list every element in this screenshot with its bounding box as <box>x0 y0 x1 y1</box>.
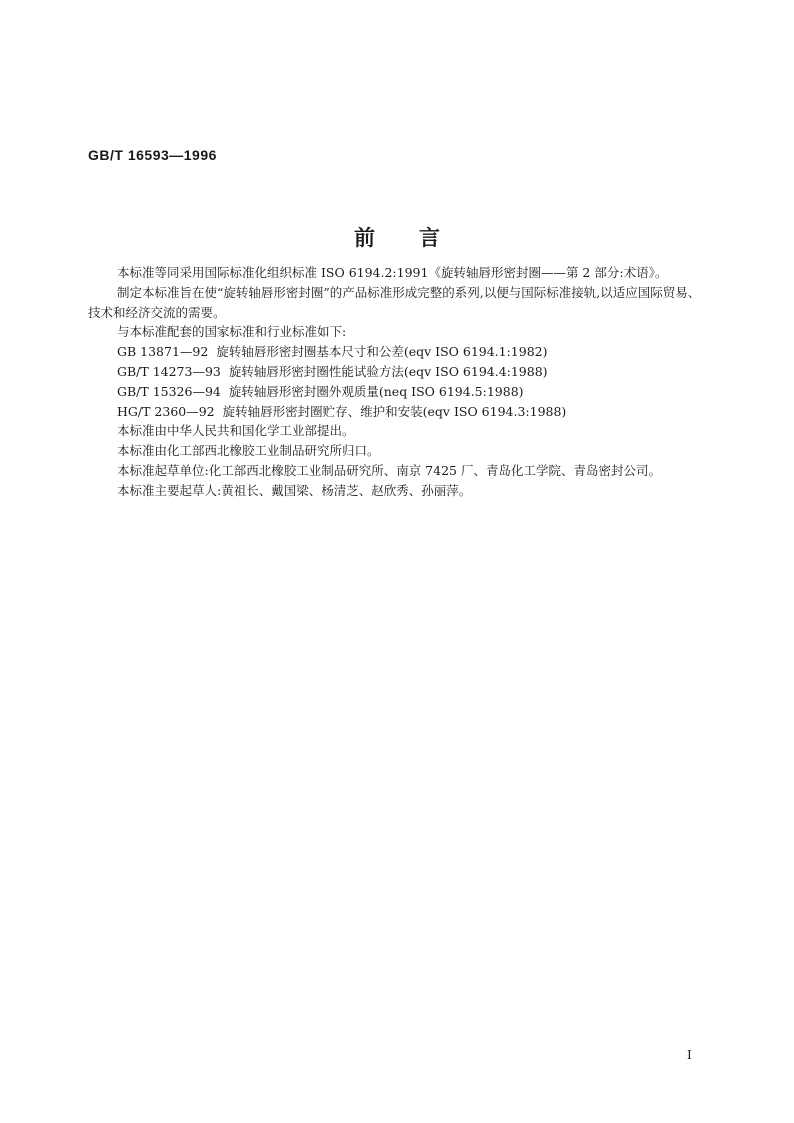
standard-title: 旋转轴唇形密封圈贮存、维护和安装(eqv ISO 6194.3:1988) <box>222 403 567 419</box>
paragraph-centralizer: 本标准由化工部西北橡胶工业制品研究所归口。 <box>117 443 380 459</box>
paragraph-drafters: 本标准主要起草人:黄祖长、戴国梁、杨清芝、赵欣秀、孙丽萍。 <box>117 482 472 498</box>
list-item <box>88 402 710 422</box>
list-item <box>88 382 710 402</box>
standard-title: 旋转轴唇形密封圈外观质量(neq ISO 6194.5:1988) <box>228 383 524 399</box>
page-title: 前言 <box>354 226 484 250</box>
standard-code: HG/T 2360—92 <box>117 403 215 419</box>
foreword-body <box>88 263 710 501</box>
paragraph-adoption: 本标准等同采用国际标准化组织标准 ISO 6194.2:1991《旋转轴唇形密封圈——第 2 部分:术语》。 <box>117 265 668 280</box>
page-number: I <box>687 1048 692 1062</box>
paragraph-purpose: 制定本标准旨在使“旋转轴唇形密封圈”的产品标准形成完整的系列,以便与国际标准接轨,以适应国际贸易、技术和经济交流的需要。 <box>88 284 701 320</box>
standard-title: 旋转轴唇形密封圈性能试验方法(eqv ISO 6194.4:1988) <box>228 363 548 379</box>
list-item <box>88 342 710 362</box>
related-standards-list <box>88 342 710 421</box>
paragraph-proposer: 本标准由中华人民共和国化学工业部提出。 <box>117 423 355 439</box>
standard-title: 旋转轴唇形密封圈基本尺寸和公差(eqv ISO 6194.1:1982) <box>216 344 548 360</box>
paragraph-drafting-units: 本标准起草单位:化工部西北橡胶工业制品研究所、南京 7425 厂、青岛化工学院、青岛密封公司。 <box>117 462 661 478</box>
standard-code: GB/T 15326—94 <box>117 383 221 399</box>
standard-code: GB/T 14273—93 <box>117 363 221 379</box>
standard-code: GB 13871—92 <box>117 344 209 360</box>
standard-number: GB/T 16593—1996 <box>88 147 217 163</box>
paragraph-related-intro: 与本标准配套的国家标准和行业标准如下: <box>117 324 347 340</box>
list-item <box>88 362 710 382</box>
